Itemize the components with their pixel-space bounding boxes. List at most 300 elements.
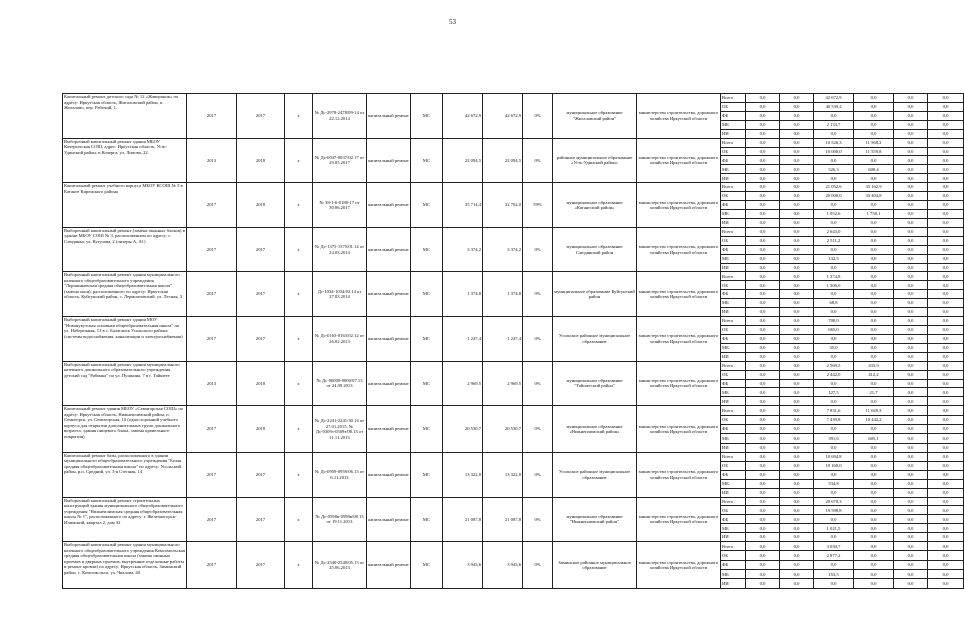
funding-2017: 0,0 xyxy=(814,560,854,569)
funding-2020: 0,0 xyxy=(928,201,964,210)
funding-row xyxy=(63,317,964,326)
funding-prior-2: 0,0 xyxy=(780,551,814,560)
funding-source: МБ xyxy=(721,299,746,308)
funding-prior-1: 0,0 xyxy=(746,415,780,424)
funding-source: ОБ xyxy=(721,192,746,201)
funding-2020: 0,0 xyxy=(928,236,964,245)
funding-2017: 2 442,0 xyxy=(814,370,854,379)
funding-prior-1: 0,0 xyxy=(746,209,780,218)
responsible-ministry: министерство строительства, дорожного хозяйства Иркутской области xyxy=(637,406,721,453)
funding-source: ОБ xyxy=(721,236,746,245)
funding-prior-1: 0,0 xyxy=(746,379,780,388)
funding-prior-2: 0,0 xyxy=(780,254,814,263)
readiness-percent: 0% xyxy=(523,138,553,183)
funding-source: ИИ xyxy=(721,308,746,317)
customer-code: МС xyxy=(411,272,443,317)
funding-source: МБ xyxy=(721,343,746,352)
estimated-cost: 1 374,8 xyxy=(443,272,483,317)
funding-2017: 700,0 xyxy=(814,317,854,326)
start-year: 2017 xyxy=(187,452,237,497)
funding-2018: 0,0 xyxy=(854,334,894,343)
funding-source: ФБ xyxy=(721,560,746,569)
work-type: капитальный ремонт xyxy=(367,272,411,317)
funding-source: Всего xyxy=(721,138,746,147)
funding-row xyxy=(63,272,964,281)
customer-code: МС xyxy=(411,317,443,362)
funding-2017: 2 511,2 xyxy=(814,236,854,245)
funding-prior-2: 0,0 xyxy=(780,138,814,147)
end-year: 2017 xyxy=(237,542,285,589)
funding-2020: 0,0 xyxy=(928,174,964,183)
funding-2018: 1 758,1 xyxy=(854,209,894,218)
funding-2017: 153,5 xyxy=(814,570,854,579)
funding-2018: 0,0 xyxy=(854,470,894,479)
funding-source: ОБ xyxy=(721,325,746,334)
funding-2019: 0,0 xyxy=(894,120,928,129)
funding-2019: 0,0 xyxy=(894,506,928,515)
funding-prior-2: 0,0 xyxy=(780,263,814,272)
funding-prior-2: 0,0 xyxy=(780,156,814,165)
recipient-municipality: муниципальное образование Куйтунский район xyxy=(553,272,637,317)
responsible-ministry: министерство строительства, дорожного хозяйства Иркутской области xyxy=(637,317,721,362)
funding-2020: 0,0 xyxy=(928,138,964,147)
funding-2017: 0,0 xyxy=(814,156,854,165)
funding-prior-2: 0,0 xyxy=(780,111,814,120)
funding-prior-1: 0,0 xyxy=(746,551,780,560)
work-type: капитальный ремонт xyxy=(367,183,411,228)
funding-2020: 0,0 xyxy=(928,560,964,569)
funding-prior-2: 0,0 xyxy=(780,497,814,506)
funding-2017: 40 539,2 xyxy=(814,102,854,111)
funding-prior-2: 0,0 xyxy=(780,570,814,579)
mark-cell: х xyxy=(285,452,313,497)
funding-prior-1: 0,0 xyxy=(746,352,780,361)
funding-row xyxy=(63,361,964,370)
funding-2017: 0,0 xyxy=(814,488,854,497)
funding-prior-1: 0,0 xyxy=(746,308,780,317)
funding-2018: 433,9 xyxy=(854,361,894,370)
funding-prior-1: 0,0 xyxy=(746,461,780,470)
recipient-municipality: муниципальное образование "Нижнеилимский район" xyxy=(553,497,637,542)
start-year: 2017 xyxy=(187,542,237,589)
funding-prior-2: 0,0 xyxy=(780,147,814,156)
funding-2020: 0,0 xyxy=(928,470,964,479)
funding-prior-1: 0,0 xyxy=(746,111,780,120)
funding-2017: 0,0 xyxy=(814,129,854,138)
mark-cell: х xyxy=(285,542,313,589)
funding-source: ФБ xyxy=(721,470,746,479)
object-name: Выборочный капитальный ремонт здания муниципального казенного общеобразовательного учреждения "Лоршинковская средняя общеобразовательная школа" (замена окон), расположенного по адресу: Иркутская область, Куйтунский район, с. Лермонтовский, ул. Лесная, 3 xyxy=(63,272,187,317)
funding-2018: 0,0 xyxy=(854,560,894,569)
funding-2018: 0,0 xyxy=(854,317,894,326)
funding-prior-1: 0,0 xyxy=(746,388,780,397)
funding-2017: 1 374,8 xyxy=(814,272,854,281)
funding-prior-2: 0,0 xyxy=(780,227,814,236)
funding-source: МБ xyxy=(721,120,746,129)
customer-code: МС xyxy=(411,406,443,453)
funding-2018: 0,0 xyxy=(854,263,894,272)
recipient-municipality: районное муниципальное образование «Усть-Удинский район» xyxy=(553,138,637,183)
document-ref: № Дс-0959-0959/06.13 от 6.11.2013 xyxy=(313,452,367,497)
funding-source: ФБ xyxy=(721,111,746,120)
funding-2018: 0,0 xyxy=(854,111,894,120)
funding-prior-1: 0,0 xyxy=(746,515,780,524)
object-name: Выборочный капитальный ремонт строительных конструкций здания муниципального общеобразовательного учреждения "Нижнеилимская средняя общеобразовательная школа № 1", расположенного по адресу: г. Железногорск-Илимский, квартал 2, дом 32 xyxy=(63,497,187,542)
funding-2019: 0,0 xyxy=(894,415,928,424)
funding-2017: 21 052,6 xyxy=(814,183,854,192)
funding-prior-2: 0,0 xyxy=(780,452,814,461)
document-ref: № 38-1-6-0188-17 от 30.06.2017 xyxy=(313,183,367,228)
remaining-cost: 3 374,2 xyxy=(483,227,523,272)
funding-source: ФБ xyxy=(721,245,746,254)
funding-2018: 0,0 xyxy=(854,452,894,461)
start-year: 2017 xyxy=(187,183,237,228)
funding-2019: 0,0 xyxy=(894,102,928,111)
funding-2019: 0,0 xyxy=(894,424,928,433)
start-year: 2017 xyxy=(187,406,237,453)
funding-prior-2: 0,0 xyxy=(780,129,814,138)
funding-2018: 412,2 xyxy=(854,370,894,379)
funding-2019: 0,0 xyxy=(894,488,928,497)
funding-2019: 0,0 xyxy=(894,111,928,120)
funding-source: ОБ xyxy=(721,370,746,379)
funding-2017: 0,0 xyxy=(814,579,854,589)
funding-source: ИИ xyxy=(721,397,746,406)
funding-prior-1: 0,0 xyxy=(746,236,780,245)
funding-2020: 0,0 xyxy=(928,361,964,370)
funding-prior-1: 0,0 xyxy=(746,317,780,326)
funding-2017: 7 439,8 xyxy=(814,415,854,424)
work-type: капитальный ремонт xyxy=(367,542,411,589)
funding-2017: 0,0 xyxy=(814,201,854,210)
funding-2019: 0,0 xyxy=(894,299,928,308)
funding-2019: 0,0 xyxy=(894,192,928,201)
estimated-cost: 20 530,7 xyxy=(443,406,483,453)
funding-2019: 0,0 xyxy=(894,290,928,299)
mark-cell: х xyxy=(285,317,313,362)
funding-2017: 0,0 xyxy=(814,424,854,433)
funding-2017: 0,0 xyxy=(814,308,854,317)
funding-2017: 10 160,0 xyxy=(814,461,854,470)
funding-prior-1: 0,0 xyxy=(746,488,780,497)
funding-2017: 0,0 xyxy=(814,245,854,254)
funding-2018: 0,0 xyxy=(854,174,894,183)
funding-2019: 0,0 xyxy=(894,579,928,589)
remaining-cost: 2 969,5 xyxy=(483,361,523,406)
funding-prior-1: 0,0 xyxy=(746,542,780,551)
funding-prior-2: 0,0 xyxy=(780,406,814,415)
funding-prior-2: 0,0 xyxy=(780,352,814,361)
funding-prior-2: 0,0 xyxy=(780,299,814,308)
funding-2020: 0,0 xyxy=(928,218,964,227)
funding-prior-1: 0,0 xyxy=(746,94,780,103)
funding-2018: 0,0 xyxy=(854,227,894,236)
funding-2019: 0,0 xyxy=(894,533,928,542)
funding-2020: 0,0 xyxy=(928,102,964,111)
funding-2018: 0,0 xyxy=(854,290,894,299)
funding-source: ИИ xyxy=(721,218,746,227)
funding-prior-2: 0,0 xyxy=(780,325,814,334)
funding-prior-1: 0,0 xyxy=(746,533,780,542)
funding-2019: 0,0 xyxy=(894,129,928,138)
mark-cell: х xyxy=(285,497,313,542)
customer-code: МС xyxy=(411,138,443,183)
funding-2019: 0,0 xyxy=(894,218,928,227)
funding-source: ФБ xyxy=(721,201,746,210)
funding-2017: 10 694,8 xyxy=(814,452,854,461)
funding-2020: 0,0 xyxy=(928,452,964,461)
funding-prior-2: 0,0 xyxy=(780,165,814,174)
funding-source: ОБ xyxy=(721,281,746,290)
funding-prior-2: 0,0 xyxy=(780,524,814,533)
funding-prior-2: 0,0 xyxy=(780,183,814,192)
funding-2018: 0,0 xyxy=(854,236,894,245)
funding-prior-1: 0,0 xyxy=(746,506,780,515)
readiness-percent: 0% xyxy=(523,227,553,272)
remaining-cost: 1 374,8 xyxy=(483,272,523,317)
end-year: 2018 xyxy=(237,138,285,183)
funding-2020: 0,0 xyxy=(928,308,964,317)
funding-2019: 0,0 xyxy=(894,343,928,352)
funding-2020: 0,0 xyxy=(928,415,964,424)
funding-2018: 0,0 xyxy=(854,524,894,533)
funding-prior-1: 0,0 xyxy=(746,263,780,272)
start-year: 2017 xyxy=(187,317,237,362)
remaining-cost: 20 530,7 xyxy=(483,406,523,453)
funding-2018: 608,4 xyxy=(854,165,894,174)
funding-row xyxy=(63,542,964,551)
responsible-ministry: министерство строительства, дорожного хозяйства Иркутской области xyxy=(637,361,721,406)
funding-prior-1: 0,0 xyxy=(746,102,780,111)
end-year: 2017 xyxy=(237,452,285,497)
funding-source: Всего xyxy=(721,317,746,326)
funding-2018: 11 559,8 xyxy=(854,147,894,156)
funding-2017: 0,0 xyxy=(814,533,854,542)
funding-prior-1: 0,0 xyxy=(746,334,780,343)
start-year: 2013 xyxy=(187,361,237,406)
funding-2019: 0,0 xyxy=(894,524,928,533)
funding-prior-2: 0,0 xyxy=(780,397,814,406)
remaining-cost: 3 943,6 xyxy=(483,542,523,589)
work-type: капитальный ремонт xyxy=(367,452,411,497)
funding-2019: 0,0 xyxy=(894,174,928,183)
funding-prior-1: 0,0 xyxy=(746,227,780,236)
funding-source: ОБ xyxy=(721,461,746,470)
end-year: 2018 xyxy=(237,361,285,406)
remaining-cost: 21 087,8 xyxy=(483,497,523,542)
funding-row xyxy=(63,183,964,192)
start-year: 2017 xyxy=(187,94,237,139)
funding-2020: 0,0 xyxy=(928,147,964,156)
funding-prior-1: 0,0 xyxy=(746,479,780,488)
funding-prior-2: 0,0 xyxy=(780,424,814,433)
remaining-cost: 42 672,9 xyxy=(483,94,523,139)
funding-2018: 0,0 xyxy=(854,120,894,129)
funding-2019: 0,0 xyxy=(894,317,928,326)
responsible-ministry: министерство строительства, дорожного хозяйства Иркутской области xyxy=(637,183,721,228)
work-type: капитальный ремонт xyxy=(367,138,411,183)
funding-2020: 0,0 xyxy=(928,406,964,415)
funding-prior-1: 0,0 xyxy=(746,174,780,183)
funding-2018: 21,7 xyxy=(854,388,894,397)
funding-2018: 35 162,9 xyxy=(854,183,894,192)
funding-2020: 0,0 xyxy=(928,497,964,506)
funding-2018: 33 404,8 xyxy=(854,192,894,201)
funding-2018: 0,0 xyxy=(854,218,894,227)
start-year: 2013 xyxy=(187,138,237,183)
funding-row xyxy=(63,138,964,147)
funding-prior-1: 0,0 xyxy=(746,579,780,589)
funding-2019: 0,0 xyxy=(894,443,928,452)
funding-source: ОБ xyxy=(721,147,746,156)
funding-2020: 0,0 xyxy=(928,443,964,452)
funding-2017: 0,0 xyxy=(814,470,854,479)
funding-2020: 0,0 xyxy=(928,299,964,308)
capital-repair-table xyxy=(62,93,964,589)
funding-2017: 1 306,0 xyxy=(814,281,854,290)
funding-2017: 19 598,8 xyxy=(814,506,854,515)
recipient-municipality: Зиминское районное муниципальное образование xyxy=(553,542,637,589)
funding-2019: 0,0 xyxy=(894,479,928,488)
funding-2018: 0,0 xyxy=(854,245,894,254)
end-year: 2017 xyxy=(237,497,285,542)
recipient-municipality: муниципальное образование «Катангский район» xyxy=(553,183,637,228)
readiness-percent: 0% xyxy=(523,542,553,589)
funding-prior-1: 0,0 xyxy=(746,201,780,210)
readiness-percent: 0% xyxy=(523,497,553,542)
funding-2019: 0,0 xyxy=(894,470,928,479)
funding-source: ФБ xyxy=(721,290,746,299)
funding-2020: 0,0 xyxy=(928,192,964,201)
funding-2017: 7 831,6 xyxy=(814,406,854,415)
funding-2017: 68,8 xyxy=(814,299,854,308)
document-ref: № Дс-0163-0163/02.12 от 26.02.2013 xyxy=(313,317,367,362)
funding-2019: 0,0 xyxy=(894,370,928,379)
funding-2019: 0,0 xyxy=(894,361,928,370)
funding-2020: 0,0 xyxy=(928,579,964,589)
funding-2017: 132,5 xyxy=(814,254,854,263)
estimated-cost: 42 672,9 xyxy=(443,94,483,139)
funding-source: Всего xyxy=(721,497,746,506)
funding-2020: 0,0 xyxy=(928,120,964,129)
funding-2018: 0,0 xyxy=(854,379,894,388)
funding-source: ИИ xyxy=(721,579,746,589)
recipient-municipality: муниципальное образование Слюдянский район xyxy=(553,227,637,272)
funding-prior-2: 0,0 xyxy=(780,533,814,542)
end-year: 2017 xyxy=(237,272,285,317)
estimated-cost: 1 247,4 xyxy=(443,317,483,362)
funding-2019: 0,0 xyxy=(894,201,928,210)
funding-source: ФБ xyxy=(721,334,746,343)
funding-2020: 0,0 xyxy=(928,263,964,272)
funding-prior-2: 0,0 xyxy=(780,361,814,370)
funding-prior-1: 0,0 xyxy=(746,452,780,461)
funding-2019: 0,0 xyxy=(894,551,928,560)
remaining-cost: 1 247,4 xyxy=(483,317,523,362)
funding-2019: 0,0 xyxy=(894,397,928,406)
funding-source: МБ xyxy=(721,479,746,488)
funding-prior-1: 0,0 xyxy=(746,120,780,129)
mark-cell: х xyxy=(285,272,313,317)
funding-2020: 0,0 xyxy=(928,290,964,299)
remaining-cost: 22 094,5 xyxy=(483,138,523,183)
funding-source: МБ xyxy=(721,254,746,263)
funding-prior-2: 0,0 xyxy=(780,479,814,488)
funding-prior-2: 0,0 xyxy=(780,290,814,299)
recipient-municipality: муниципальное образование "Жигаловский район" xyxy=(553,94,637,139)
customer-code: МС xyxy=(411,227,443,272)
funding-2019: 0,0 xyxy=(894,263,928,272)
funding-2019: 0,0 xyxy=(894,308,928,317)
end-year: 2017 xyxy=(237,94,285,139)
funding-2018: 0,0 xyxy=(854,156,894,165)
funding-prior-1: 0,0 xyxy=(746,443,780,452)
responsible-ministry: министерство строительства, дорожного хозяйства Иркутской области xyxy=(637,227,721,272)
funding-2019: 0,0 xyxy=(894,183,928,192)
funding-2019: 0,0 xyxy=(894,138,928,147)
funding-2018: 0,0 xyxy=(854,533,894,542)
estimated-cost: 35 714,4 xyxy=(443,183,483,228)
funding-source: ОБ xyxy=(721,102,746,111)
funding-2018: 0,0 xyxy=(854,397,894,406)
funding-2020: 0,0 xyxy=(928,254,964,263)
funding-prior-1: 0,0 xyxy=(746,192,780,201)
funding-prior-2: 0,0 xyxy=(780,334,814,343)
funding-2017: 665,0 xyxy=(814,325,854,334)
readiness-percent: 0% xyxy=(523,272,553,317)
estimated-cost: 2 969,5 xyxy=(443,361,483,406)
funding-prior-1: 0,0 xyxy=(746,470,780,479)
funding-2018: 0,0 xyxy=(854,254,894,263)
funding-2020: 0,0 xyxy=(928,370,964,379)
mark-cell: х xyxy=(285,94,313,139)
funding-2018: 0,0 xyxy=(854,308,894,317)
funding-prior-1: 0,0 xyxy=(746,325,780,334)
funding-source: Всего xyxy=(721,406,746,415)
object-name: Капитальный ремонт учебного корпуса МБОУ КСОШ № 5 в Катанге Киренского района xyxy=(63,183,187,228)
funding-2017: 0,0 xyxy=(814,218,854,227)
funding-source: Всего xyxy=(721,183,746,192)
funding-source: ФБ xyxy=(721,515,746,524)
funding-prior-2: 0,0 xyxy=(780,560,814,569)
funding-2019: 0,0 xyxy=(894,245,928,254)
funding-2019: 0,0 xyxy=(894,254,928,263)
work-type: капитальный ремонт xyxy=(367,361,411,406)
funding-2018: 0,0 xyxy=(854,299,894,308)
work-type: капитальный ремонт xyxy=(367,317,411,362)
start-year: 2017 xyxy=(187,227,237,272)
customer-code: МС xyxy=(411,361,443,406)
funding-2020: 0,0 xyxy=(928,397,964,406)
funding-2019: 0,0 xyxy=(894,434,928,443)
work-type: капитальный ремонт xyxy=(367,406,411,453)
funding-2017: 20 670,3 xyxy=(814,497,854,506)
funding-2020: 0,0 xyxy=(928,183,964,192)
funding-2019: 0,0 xyxy=(894,325,928,334)
funding-prior-2: 0,0 xyxy=(780,272,814,281)
funding-2018: 0,0 xyxy=(854,542,894,551)
funding-prior-2: 0,0 xyxy=(780,102,814,111)
funding-row xyxy=(63,94,964,103)
funding-2019: 0,0 xyxy=(894,165,928,174)
funding-prior-2: 0,0 xyxy=(780,506,814,515)
funding-2019: 0,0 xyxy=(894,156,928,165)
funding-2020: 0,0 xyxy=(928,388,964,397)
responsible-ministry: министерство строительства, дорожного хозяйства Иркутской области xyxy=(637,94,721,139)
funding-2019: 0,0 xyxy=(894,236,928,245)
funding-2020: 0,0 xyxy=(928,461,964,470)
funding-2019: 0,0 xyxy=(894,542,928,551)
